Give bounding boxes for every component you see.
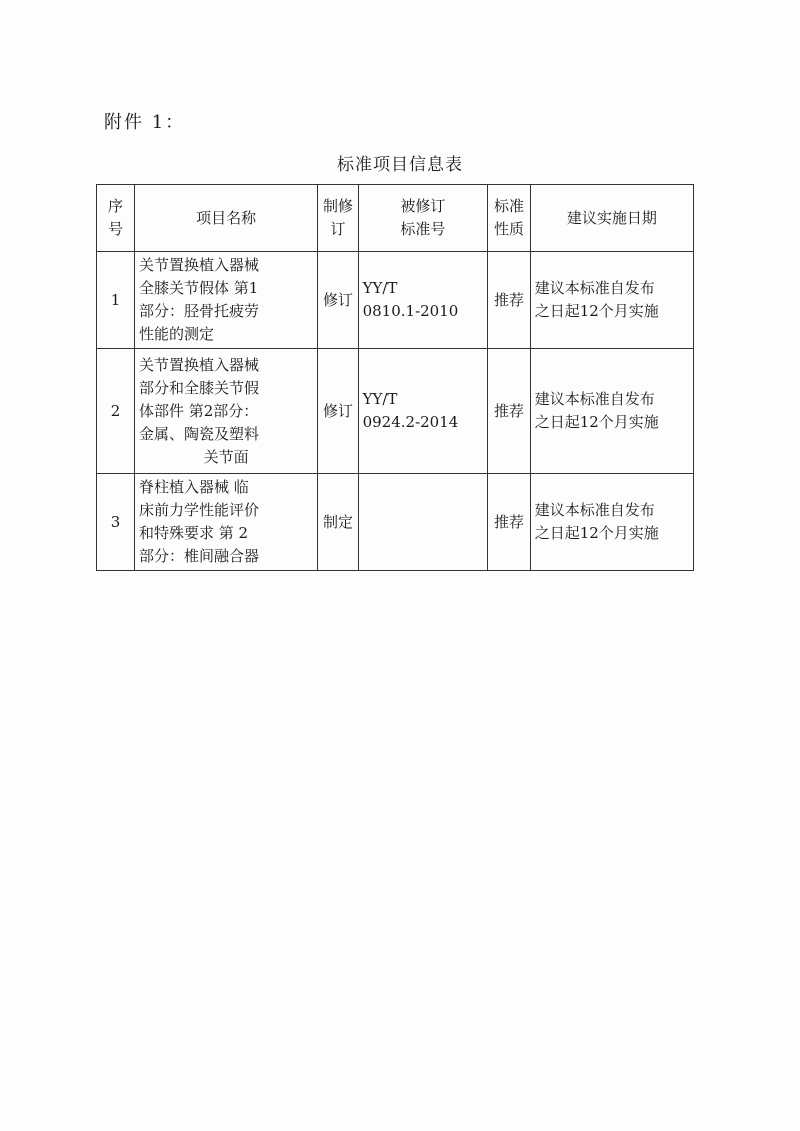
cell-project-name: [135, 474, 318, 571]
header-nature-line: 性质: [493, 220, 524, 238]
project-name-line: 部分：椎间融合器: [139, 547, 260, 565]
cell-implementation-date: [530, 349, 693, 474]
project-name-line: 床前力学性能评价: [139, 501, 260, 519]
cell-project-name: [135, 349, 318, 474]
header-seq-line: 序: [107, 197, 123, 215]
date-line: 之日起12个月实施: [534, 302, 659, 320]
header-std-no-line: 被修订: [400, 197, 446, 215]
cell-implementation-date: [530, 474, 693, 571]
cell-revised-standard: [358, 349, 488, 474]
project-name-line: 体部件 第2部分：: [139, 401, 259, 420]
annex-label: 附件 1：: [104, 112, 186, 133]
cell-seq: 3: [97, 474, 135, 571]
table-header-row: [97, 185, 694, 252]
header-type-line: 制修: [322, 197, 353, 215]
header-std-no: [358, 185, 488, 252]
header-nature: [488, 185, 530, 252]
header-name: [135, 185, 318, 252]
table-row: [97, 474, 694, 571]
project-name-line: 关节置换植入器械: [139, 355, 260, 374]
project-name-line: 性能的测定: [139, 325, 215, 343]
date-line: 建议本标准自发布: [534, 279, 655, 297]
cell-revision-type: 修订: [318, 349, 358, 474]
cell-nature: 推荐: [488, 349, 530, 474]
date-line: 建议本标准自发布: [534, 501, 655, 519]
project-name-line: 全膝关节假体 第1: [139, 279, 259, 297]
project-name-line: 和特殊要求 第 2: [139, 524, 249, 542]
cell-nature: 推荐: [488, 252, 530, 349]
standard-no-line: YY/T: [362, 390, 398, 408]
cell-implementation-date: [530, 252, 693, 349]
project-name-line: 脊柱植入器械 临: [139, 478, 249, 496]
header-type-line: 订: [330, 220, 346, 238]
header-date-line: 建议实施日期: [566, 208, 657, 227]
cell-revision-type: 制定: [318, 474, 358, 571]
cell-project-name: [135, 252, 318, 349]
cell-revision-type: 修订: [318, 252, 358, 349]
header-nature-line: 标准: [493, 197, 524, 215]
header-date: [530, 185, 693, 252]
cell-revised-standard: [358, 474, 488, 571]
cell-nature: 推荐: [488, 474, 530, 571]
table-row: [97, 252, 694, 349]
standard-project-table: [96, 184, 694, 571]
standard-no-line: YY/T: [362, 279, 398, 297]
standard-no-line: 0924.2-2014: [362, 413, 459, 431]
page-title: 标准项目信息表: [337, 155, 463, 175]
cell-revised-standard: [358, 252, 488, 349]
header-seq-line: 号: [107, 220, 123, 238]
header-std-no-line: 标准号: [400, 220, 446, 238]
project-name-line: 关节面: [203, 447, 249, 466]
project-name-line: 关节置换植入器械: [139, 256, 260, 274]
header-name-line: 项目名称: [196, 208, 257, 227]
date-line: 之日起12个月实施: [534, 413, 659, 431]
header-type: [318, 185, 358, 252]
date-line: 建议本标准自发布: [534, 390, 655, 408]
header-seq: [97, 185, 135, 252]
standard-no-line: 0810.1-2010: [362, 302, 459, 320]
project-name-line: 部分：胫骨托疲劳: [139, 302, 260, 320]
project-name-line: 部分和全膝关节假: [139, 378, 260, 397]
date-line: 之日起12个月实施: [534, 524, 659, 542]
table-row: [97, 349, 694, 474]
cell-seq: 2: [97, 349, 135, 474]
cell-seq: 1: [97, 252, 135, 349]
project-name-line: 金属、陶瓷及塑料: [139, 424, 260, 443]
